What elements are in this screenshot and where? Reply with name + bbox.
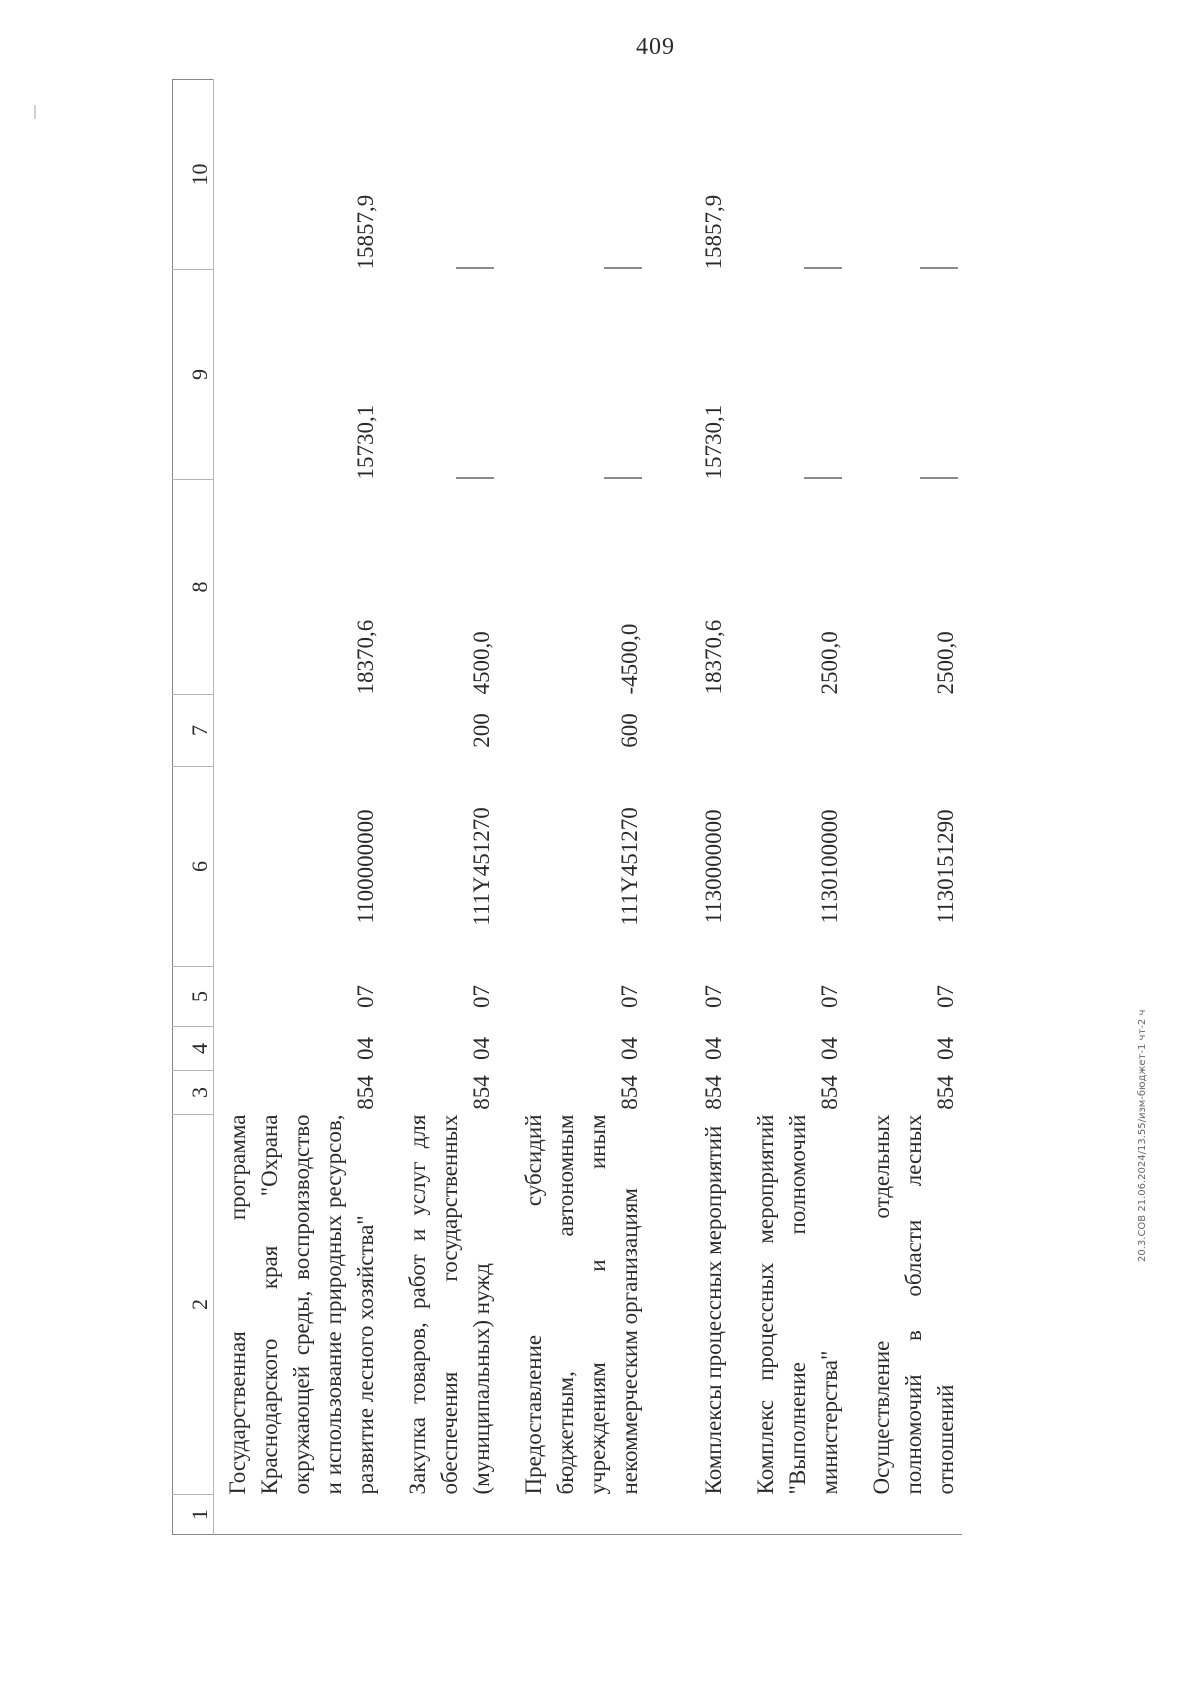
table-row [866, 80, 962, 1535]
empty-value-dash [804, 478, 842, 480]
header-row [173, 80, 214, 1535]
cell-razdel: 04 [352, 1037, 378, 1060]
cell-podrazdel: 07 [352, 985, 378, 1008]
cell-sum-col9 [866, 270, 962, 480]
cell-sum-col8: 4500,0 [468, 631, 494, 695]
table-row [518, 80, 646, 1535]
cell-razdel: 04 [816, 1037, 842, 1060]
cell-csr: 1130100000 [816, 809, 842, 924]
table-row [214, 80, 382, 1535]
cell-csr: 111Y451270 [616, 807, 642, 926]
cell-podrazdel: 07 [932, 985, 958, 1008]
budget-table [172, 79, 962, 1535]
cell-sum-col10: 15857,9 [352, 194, 378, 270]
budget-table-rotated [172, 80, 1052, 1535]
cell-podrazdel: 07 [700, 985, 726, 1008]
table-row [402, 80, 498, 1535]
cell-sum-col9 [750, 270, 846, 480]
cell-razdel: 04 [616, 1037, 642, 1060]
cell-sum-col10 [750, 80, 846, 270]
cell-sum-col10: 15857,9 [700, 194, 726, 270]
row-number-cell [666, 1495, 730, 1535]
cell-sum-col8: -4500,0 [616, 623, 642, 695]
empty-value-dash [920, 268, 958, 270]
cell-vr [214, 695, 382, 767]
header-cell: 10 [173, 80, 214, 270]
cell-sum-col10 [402, 80, 498, 270]
cell-vr [666, 695, 730, 767]
cell-csr: 1130000000 [700, 809, 726, 924]
header-cell: 6 [173, 767, 214, 967]
cell-podrazdel: 07 [816, 985, 842, 1008]
cell-sum-col9: 15730,1 [352, 404, 378, 480]
empty-value-dash [920, 478, 958, 480]
header-cell: 7 [173, 695, 214, 767]
row-number-cell [518, 1495, 646, 1535]
row-number-cell [866, 1495, 962, 1535]
row-description: Предоставление субсидий бюджетным, автономным учреждениям и иным некоммерческим организациям [520, 1114, 642, 1495]
empty-value-dash [604, 268, 642, 270]
cell-razdel: 04 [932, 1037, 958, 1060]
cell-podrazdel: 07 [616, 985, 642, 1008]
header-cell: 8 [173, 480, 214, 695]
empty-value-dash [456, 478, 494, 480]
cell-ved: 854 [352, 1075, 378, 1110]
header-cell: 4 [173, 1027, 214, 1071]
row-description: Комплекс процессных мероприятий "Выполнение полномочий министерства" [752, 1114, 842, 1495]
cell-ved: 854 [616, 1075, 642, 1110]
cell-sum-col8: 2500,0 [932, 631, 958, 695]
header-cell: 9 [173, 270, 214, 480]
cell-sum-col9 [402, 270, 498, 480]
cell-sum-col8: 18370,6 [352, 619, 378, 695]
cell-ved: 854 [932, 1075, 958, 1110]
table-row [750, 80, 846, 1535]
cell-razdel: 04 [700, 1037, 726, 1060]
header-cell: 5 [173, 967, 214, 1027]
cell-vr: 600 [616, 713, 642, 748]
cell-sum-col10 [518, 80, 646, 270]
row-number-cell [402, 1495, 498, 1535]
cell-sum-col10 [866, 80, 962, 270]
cell-ved: 854 [468, 1075, 494, 1110]
row-description: Осуществление отдельных полномочий в области лесных отношений [868, 1114, 958, 1495]
cell-csr: 1100000000 [352, 809, 378, 924]
cell-vr [866, 695, 962, 767]
cell-ved: 854 [700, 1075, 726, 1110]
row-number-cell [750, 1495, 846, 1535]
cell-csr: 1130151290 [932, 809, 958, 924]
cell-podrazdel: 07 [468, 985, 494, 1008]
row-description: Закупка товаров, работ и услуг для обеспечения государственных (муниципальных) нужд [404, 1114, 494, 1495]
cell-razdel: 04 [468, 1037, 494, 1060]
cell-ved: 854 [816, 1075, 842, 1110]
row-description: Государственная программа Краснодарского края "Охрана окружающей среды, воспроизводство и использование природных ресурсов, развитие лесного хозяйства" [224, 1114, 378, 1495]
cell-sum-col8: 2500,0 [816, 631, 842, 695]
cell-sum-col9 [518, 270, 646, 480]
page-number: 409 [636, 34, 675, 60]
header-cell: 1 [173, 1495, 214, 1535]
cell-sum-col9: 15730,1 [700, 404, 726, 480]
cell-csr: 111Y451270 [468, 807, 494, 926]
header-cell: 3 [173, 1071, 214, 1115]
cell-vr: 200 [468, 713, 494, 748]
row-number-cell [214, 1495, 382, 1535]
document-footer-code: 20.3.СОВ 21.06.2024/13.55/изм-бюджет-1 чт-2 ч [1137, 1009, 1148, 1262]
empty-value-dash [456, 268, 494, 270]
empty-value-dash [604, 478, 642, 480]
empty-value-dash [804, 268, 842, 270]
row-description: Комплексы процессных мероприятий [700, 1125, 726, 1495]
header-cell: 2 [173, 1115, 214, 1495]
cell-sum-col8: 18370,6 [700, 619, 726, 695]
cell-vr [750, 695, 846, 767]
scan-edge-mark [34, 105, 36, 119]
table-row [666, 80, 730, 1535]
